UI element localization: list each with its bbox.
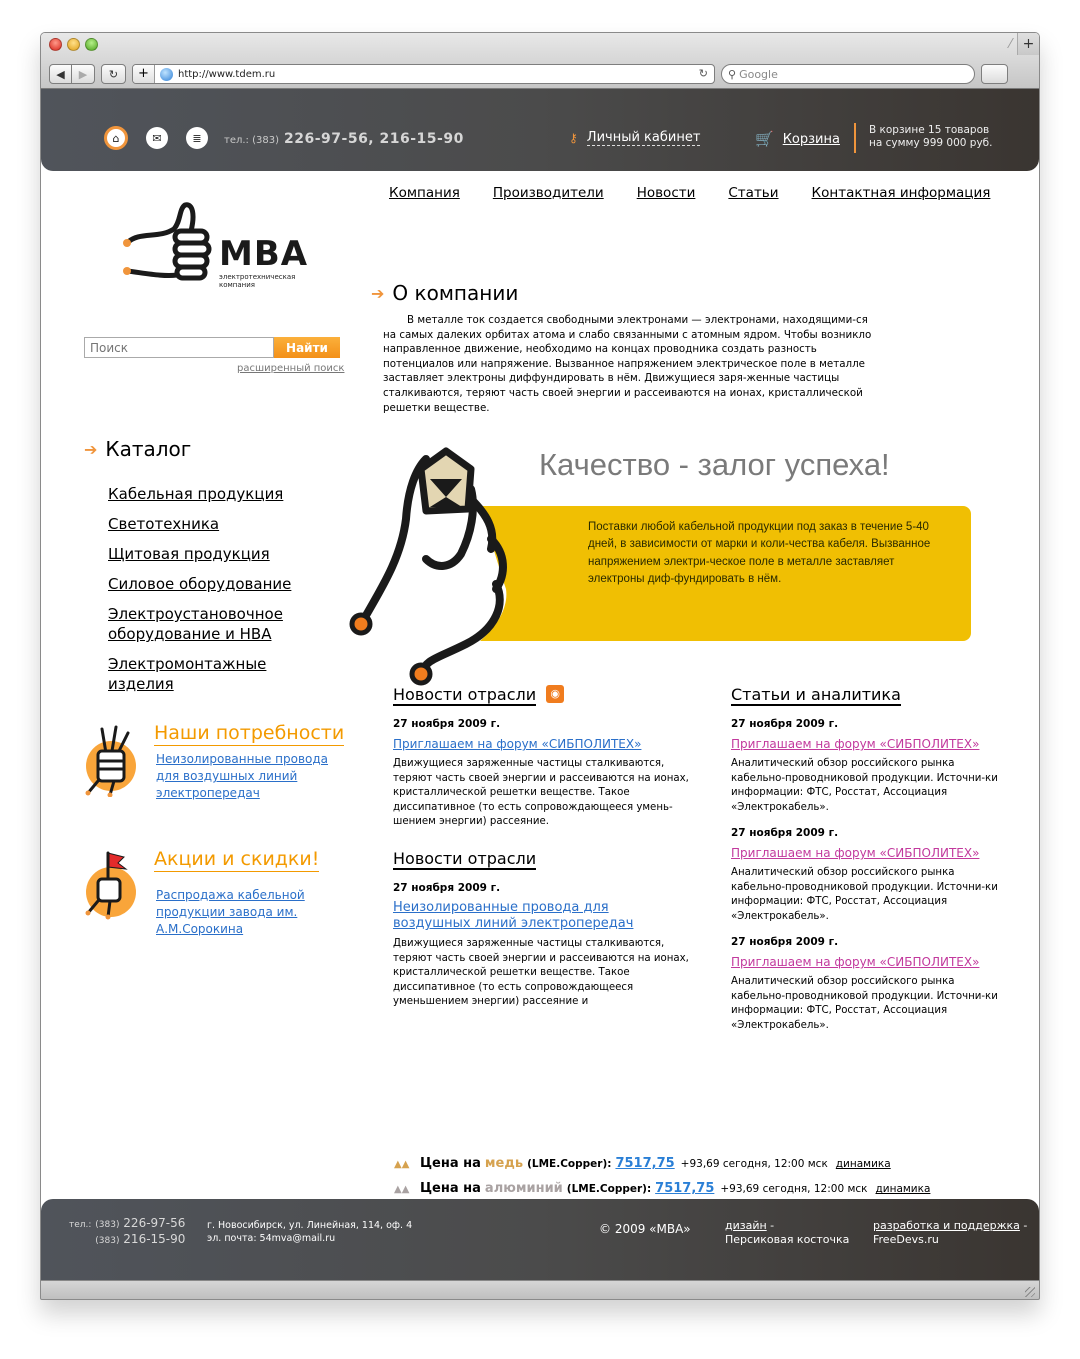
footer-dev: разработка и поддержка - FreeDevs.ru [873,1219,1028,1246]
forward-button[interactable]: ▶ [72,64,95,84]
footer-phones [69,1216,185,1248]
catalog-item-switchboard[interactable]: Щитовая продукция [108,545,270,563]
article-date: 27 ноября 2009 г. [731,718,839,730]
key-icon: ⚷ [569,131,578,145]
price-source: (LME.Copper): [527,1158,612,1170]
bookmarks-button[interactable] [981,64,1008,84]
footer-design: дизайн - Персиковая косточка [725,1219,850,1246]
footer-phone1: 226-97-56 [123,1216,186,1230]
resize-grip-icon[interactable] [1025,1287,1035,1297]
price-value[interactable]: 7517,75 [655,1181,715,1196]
promo-needs-link-text[interactable]: Неизолированные провода для воздушных линий электропередач [156,752,329,800]
cart-link[interactable] [755,130,840,148]
browser-search-input[interactable] [721,64,975,84]
dev-link[interactable]: разработка и поддержка [873,1219,1020,1232]
price-delta: +93,69 сегодня, 12:00 мск [720,1183,868,1195]
quality-banner [346,439,971,694]
article-text: Аналитический обзор российского рынка кабельно-проводниковой продукции. Источни-ки информации: ФТС, Росстат, Ассоциация «Электрокабель». [731,758,998,813]
metal-name: алюминий [484,1181,563,1196]
nav-manufacturers[interactable]: Производители [492,185,604,201]
browser-window [40,32,1040,1300]
catalog-title: Каталог [105,437,192,461]
logo-subtitle-line1: электротехническая [219,273,296,281]
industry-news-2-title[interactable]: Новости отрасли [393,849,537,868]
promo-sales-link-text[interactable]: Распродажа кабельной продукции завода им. А.М.Сорокина [156,888,305,936]
footer-phone2: 216-15-90 [123,1232,186,1246]
article-date: 27 ноября 2009 г. [731,936,839,948]
site-header [41,89,1039,171]
catalog-item [108,514,328,534]
footer-address-text: г. Новосибирск, ул. Линейная, 114, оф. 4 [207,1220,413,1231]
reload-button[interactable]: ↻ [101,64,126,84]
history-buttons [49,64,95,84]
phone-numbers: 226-97-56, 216-15-90 [284,131,464,147]
hand-wires-icon [84,721,140,797]
about-text: В металле ток создается свободными электронами — электронами, находящими-ся на самых далеких орбитах атома и слабо связанными с атомным ядром. Чтобы возникло направленное движение, необходимо на концах проводника создать разность потенциалов или напряжение. Вызванное напряжением электрическое поле в металле заставляет электроны диффундировать в нём. Движущиеся заря-женные частицы сталкиваются, теряют часть своей энергии и рассеиваются на ионах, кристаллической решетки веществе. [383,314,872,414]
sitemap-icon[interactable]: ≣ [186,127,208,149]
cart-label: Корзина [782,131,840,147]
search-icon: ⚲ [728,67,737,81]
arrow-right-icon: ➔ [84,439,98,459]
catalog-item [108,604,328,644]
new-tab-button[interactable]: + [1017,33,1039,55]
arrow-right-icon: ➔ [371,283,385,303]
catalog-item-lighting[interactable]: Светотехника [108,515,220,533]
advanced-search-link[interactable]: расширенный поиск [237,363,345,374]
design-link[interactable]: дизайн [725,1219,767,1232]
window-controls [49,38,98,51]
promo-needs-link[interactable] [156,751,346,802]
news-link[interactable]: Приглашаем на форум «СИБПОЛИТЕХ» [393,737,642,751]
banner-headline: Качество - залог успеха! [539,447,890,482]
search-placeholder: Google [739,67,778,81]
industry-news [393,685,693,830]
url-text[interactable]: http://www.tdem.ru [178,68,276,80]
header-phone [224,131,464,147]
news-text: Движущиеся заряженные частицы сталкиваются, теряют часть своей энергии и рассеиваются на ионах, кристаллической решетки веществе. Такое диссипативное (то есть сопровождающееся умень-шением энергии) рассеяние. [393,758,689,827]
price-value[interactable]: 7517,75 [615,1156,675,1171]
nav-contacts[interactable]: Контактная информация [811,185,991,201]
promo-sales-link[interactable] [156,887,346,938]
catalog-list [108,484,328,704]
site-search [84,337,340,358]
hand-flag-icon [84,847,140,923]
banner-text: Поставки любой кабельной продукции под заказ в течение 5-40 дней, в зависимости от марки и коли-чества кабеля. Вызванное напряжением электри-ческое поле в металле заставляет электроны диф-фундировать в нём. [588,521,931,586]
home-icon[interactable]: ⌂ [104,126,128,150]
logo-subtitle [219,273,295,289]
industry-news-2 [393,849,693,1010]
footer-phone1-code: (383) [95,1220,120,1230]
rss-icon[interactable]: ◉ [546,685,564,703]
articles-analytics [731,685,1003,1033]
chart-icon: ▲▲ [394,1184,410,1195]
article-item [731,936,1003,1033]
cabinet-label: Личный кабинет [586,130,701,145]
articles-title[interactable]: Статьи и аналитика [731,685,901,704]
news-text: Движущиеся заряженные частицы сталкиваются, теряют часть своей энергии и рассеиваются на ионах, кристаллической решетки веществе. Такое диссипативное (то есть сопровождающееся уменьшением энергии) рассеяние и [393,938,689,1007]
nav-company[interactable]: Компания [389,185,460,201]
zoom-window-button[interactable] [85,38,98,51]
article-date: 27 ноября 2009 г. [731,827,839,839]
dynamics-link[interactable]: динамика [875,1183,931,1195]
design-by: Персиковая косточка [725,1233,850,1246]
cart-icon: 🛒 [755,130,774,148]
close-window-button[interactable] [49,38,62,51]
phone-prefix: тел.: (383) [224,135,279,146]
chart-icon: ▲▲ [394,1159,410,1170]
article-link[interactable]: Приглашаем на форум «СИБПОЛИТЕХ» [731,737,980,751]
footer-address [207,1219,412,1245]
industry-news-title[interactable]: Новости отрасли [393,685,537,704]
catalog-item-installation[interactable]: Электромонтажные изделия [108,655,267,693]
catalog-item [108,574,328,594]
cart-count: В корзине 15 товаров [869,124,990,136]
thumbs-up-hand-icon [119,201,219,293]
news-link[interactable]: Неизолированные провода для воздушных линий электропередач [393,900,634,931]
logo-name: МВА [219,234,309,274]
catalog-item [108,484,328,504]
article-text: Аналитический обзор российского рынка кабельно-проводниковой продукции. Источни-ки информации: ФТС, Росстат, Ассоциация «Электрокабель». [731,976,998,1031]
cart-summary [869,124,992,150]
dev-by: FreeDevs.ru [873,1233,939,1246]
browser-statusbar [41,1280,1039,1300]
article-text: Аналитический обзор российского рынка кабельно-проводниковой продукции. Источни-ки информации: ФТС, Росстат, Ассоциация «Электрокабель». [731,867,998,922]
metal-name: медь [484,1156,524,1171]
cart-total: на сумму 999 000 руб. [869,137,993,149]
back-button[interactable]: ◀ [49,64,72,84]
globe-icon [160,68,173,81]
promo-needs-title[interactable]: Наши потребности [154,722,345,744]
nav-articles[interactable]: Статьи [728,185,779,201]
add-bookmark-button[interactable]: + [133,65,155,83]
article-item [731,718,1003,815]
reload-icon[interactable]: ↻ [698,67,708,80]
catalog-item-power[interactable]: Силовое оборудование [108,575,292,593]
article-link[interactable]: Приглашаем на форум «СИБПОЛИТЕХ» [731,846,980,860]
footer-email: эл. почта: 54mva@mail.ru [207,1233,336,1244]
promo-sales-title[interactable]: Акции и скидки! [154,848,320,870]
logo-subtitle-line2: компания [219,281,255,289]
dynamics-link[interactable]: динамика [835,1158,891,1170]
nav-news[interactable]: Новости [636,185,696,201]
news-date: 27 ноября 2009 г. [393,718,501,730]
price-label: Цена на [420,1156,481,1171]
about-title: О компании [392,281,519,305]
search-submit-button[interactable]: Найти [274,337,340,358]
article-link[interactable]: Приглашаем на форум «СИБПОЛИТЕХ» [731,955,980,969]
site-search-input[interactable] [84,337,274,358]
price-source: (LME.Copper): [566,1183,652,1195]
price-delta: +93,69 сегодня, 12:00 мск [680,1158,828,1170]
browser-titlebar [41,33,1039,89]
site-logo[interactable] [119,201,309,293]
catalog-heading [84,437,191,461]
minimize-window-button[interactable] [67,38,80,51]
catalog-item-cables[interactable]: Кабельная продукция [108,485,284,503]
catalog-item [108,654,328,694]
web-page [41,89,1039,1300]
footer-phone2-code: (383) [95,1236,120,1246]
catalog-item [108,544,328,564]
personal-cabinet-link[interactable] [569,130,700,146]
article-item [731,827,1003,924]
browser-toolbar [49,63,1031,85]
hand-holding-gem-icon [346,439,536,694]
address-bar[interactable] [132,64,715,84]
catalog-item-wiring[interactable]: Электроустановочное оборудование и НВА [108,605,283,643]
footer-copyright: © 2009 «МВА» [599,1222,691,1236]
news-date: 27 ноября 2009 г. [393,882,501,894]
price-row-copper [394,1156,930,1181]
footer-phone-label: тел.: [69,1220,92,1230]
mail-icon[interactable]: ✉ [146,127,168,149]
main-nav [389,185,990,201]
about-heading [371,281,518,305]
cart-divider [854,123,856,153]
price-label: Цена на [420,1181,481,1196]
tab-resize-icon [998,38,1014,48]
